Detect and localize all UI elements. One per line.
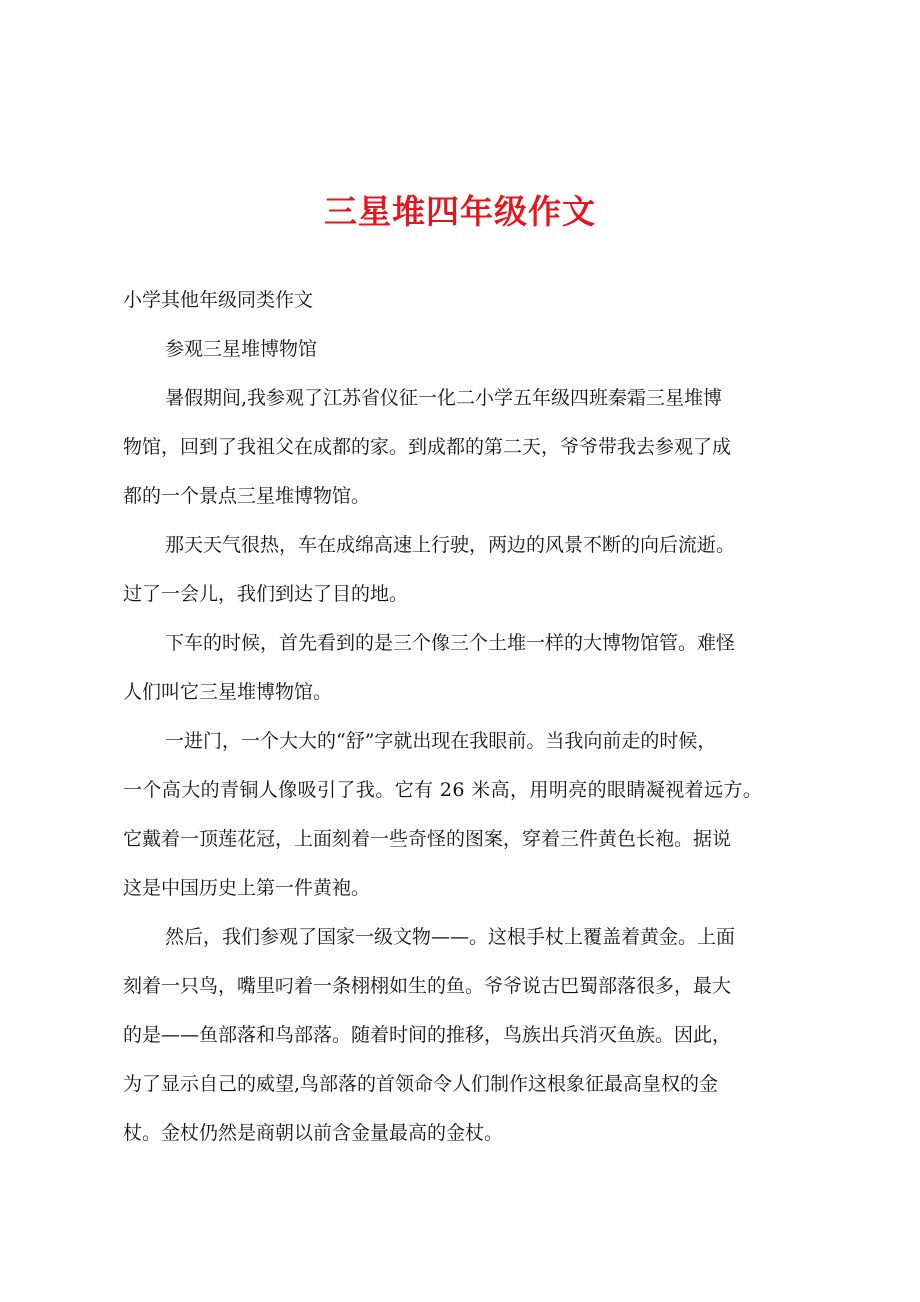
paragraph-line: 为了显示自己的威望,鸟部落的首领命令人们制作这根象征最高皇权的金 (123, 1073, 719, 1095)
paragraph-line: 一个高大的青铜人像吸引了我。它有 26 米高，用明亮的眼睛凝视着远方。 (123, 779, 763, 801)
paragraph-line: 都的一个景点三星堆博物馆。 (123, 485, 371, 507)
paragraph-line: 一进门，一个大大的“舒”字就出现在我眼前。当我向前走的时候， (165, 730, 717, 752)
paragraph-line: 刻着一只鸟，嘴里叼着一条栩栩如生的鱼。爷爷说古巴蜀部落很多，最大 (123, 975, 732, 997)
paragraph-line: 人们叫它三星堆博物馆。 (123, 681, 333, 703)
paragraph-line: 物馆，回到了我祖父在成都的家。到成都的第二天，爷爷带我去参观了成 (123, 436, 732, 458)
paragraph-line: 杖。金杖仍然是商朝以前含金量最高的金杖。 (123, 1122, 504, 1144)
document-title: 三星堆四年级作文 (324, 192, 596, 231)
document-body (123, 281, 803, 1163)
paragraph-line: 它戴着一顶莲花冠，上面刻着一些奇怪的图案，穿着三件黄色长袍。据说 (123, 828, 732, 850)
paragraph-line: 过了一会儿，我们到达了目的地。 (123, 583, 409, 605)
subtitle-line: 参观三星堆博物馆 (165, 338, 318, 360)
paragraph-line: 那天天气很热，车在成绵高速上行驶，两边的风景不断的向后流逝。 (165, 534, 736, 556)
category-line: 小学其他年级同类作文 (123, 289, 314, 311)
paragraph-line: 然后，我们参观了国家一级文物——。这根手杖上覆盖着黄金。上面 (165, 926, 736, 948)
paragraph-line: 暑假期间,我参观了江苏省仪征一化二小学五年级四班秦霜三星堆博 (165, 387, 723, 409)
paragraph-line: 的是——鱼部落和鸟部落。随着时间的推移，鸟族出兵消灭鱼族。因此， (123, 1024, 732, 1046)
paragraph-line: 这是中国历史上第一件黄袍。 (123, 877, 371, 899)
paragraph-line: 下车的时候，首先看到的是三个像三个土堆一样的大博物馆管。难怪 (165, 632, 736, 654)
